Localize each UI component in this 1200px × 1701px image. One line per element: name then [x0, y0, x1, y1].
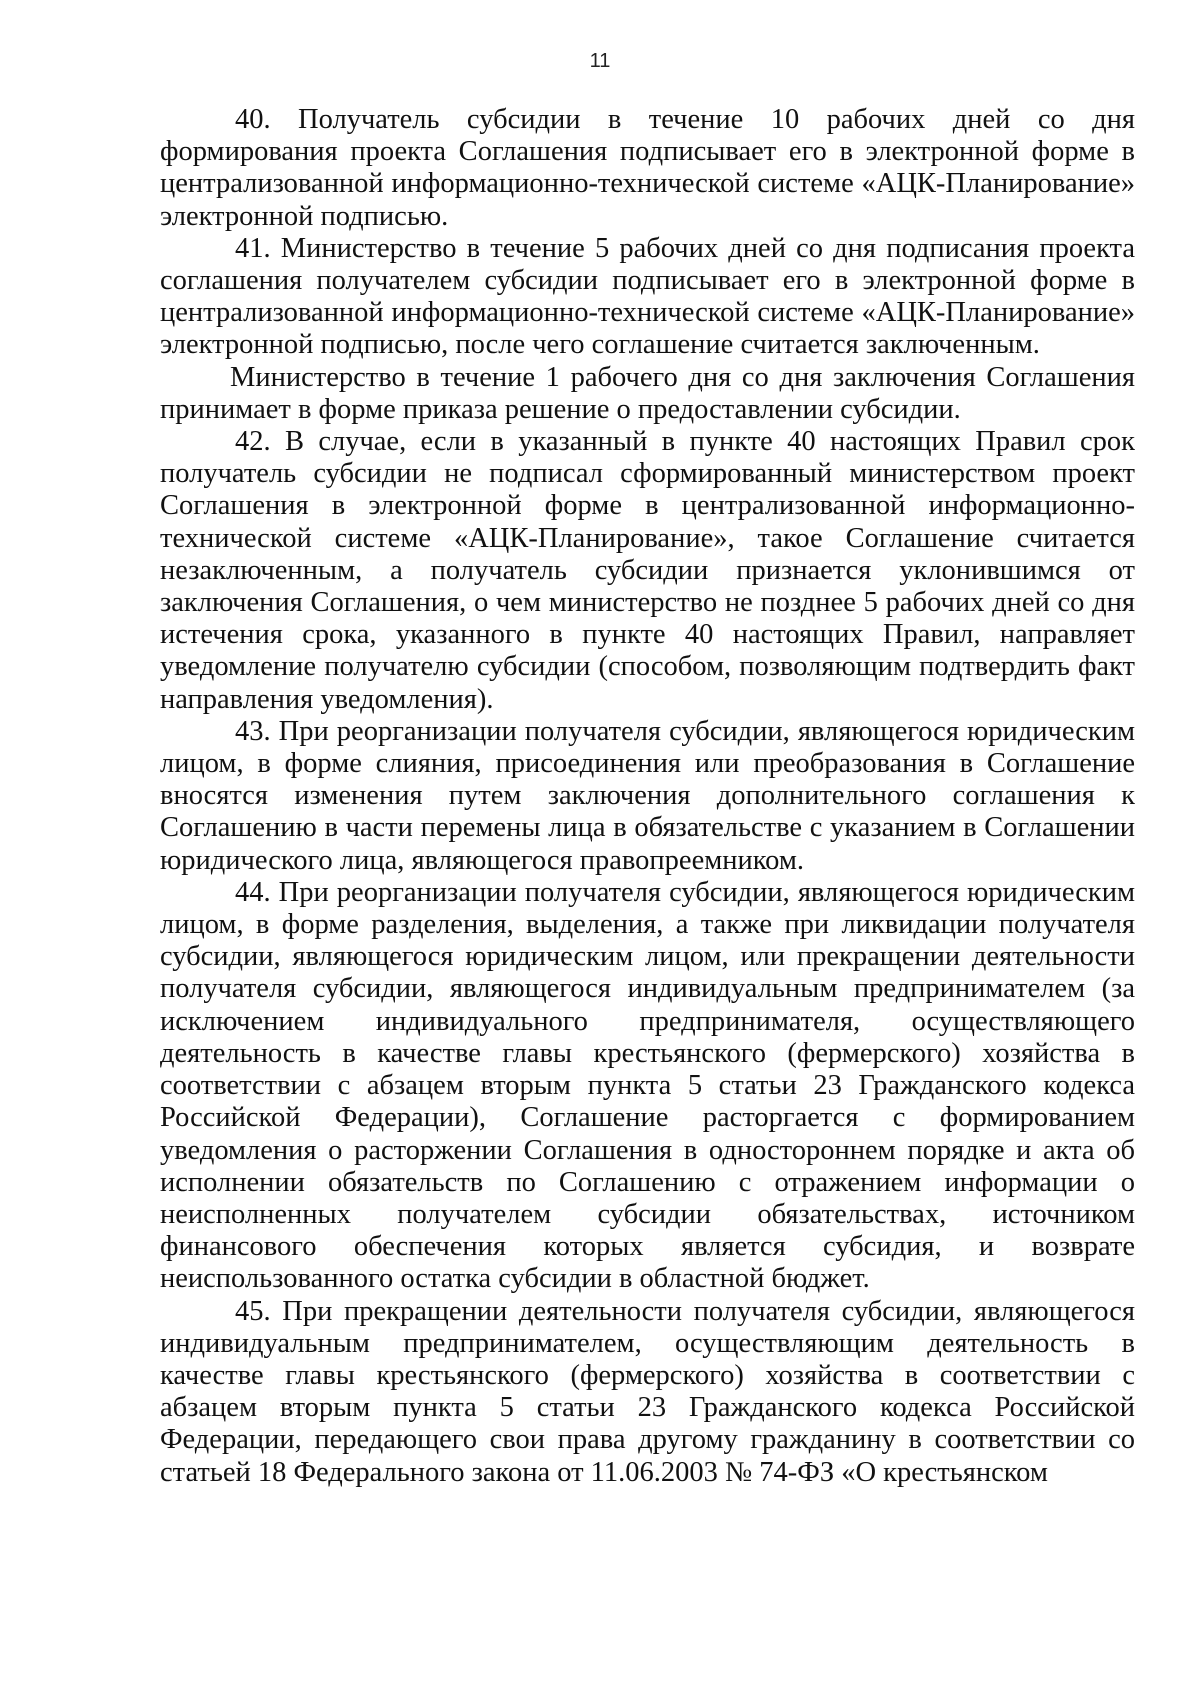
paragraph-44: 44. При реорганизации получателя субсидии, являющегося юридическим лицом, в форме разделения, выделения, а также при ликвидации получателя субсидии, являющегося юридическим лицом, или прекращении деятельности получателя субсидии, являющегося индивидуальным предпринимателем (за исключением индивидуального предпринимателя, осуществляющего деятельность в качестве главы крестьянского (фермерского) хозяйства в соответствии с абзацем вторым пункта 5 статьи 23 Гражданского кодекса Российской Федерации), Соглашение расторгается с формированием уведомления о расторжении Соглашения в одностороннем порядке и акта об исполнении обязательств по Соглашению с отражением информации о неисполненных получателем субсидии обязательствах, источником финансового обеспечения которых является субсидия, и возврате неиспользованного остатка субсидии в областной бюджет.	[160, 876, 1135, 1295]
paragraph-41-second: Министерство в течение 1 рабочего дня со дня заключения Соглашения принимает в форме приказа решение о предоставлении субсидии.	[160, 361, 1135, 425]
paragraph-43: 43. При реорганизации получателя субсидии, являющегося юридическим лицом, в форме слияния, присоединения или преобразования в Соглашение вносятся изменения путем заключения дополнительного соглашения к Соглашению в части перемены лица в обязательстве с указанием в Соглашении юридического лица, являющегося правопреемником.	[160, 715, 1135, 876]
document-body	[160, 104, 1135, 1489]
paragraph-41: 41. Министерство в течение 5 рабочих дней со дня подписания проекта соглашения получателем субсидии подписывает его в электронной форме в централизованной информационно-технической системе «АЦК-Планирование» электронной подписью, после чего соглашение считается заключенным.	[160, 232, 1135, 361]
paragraph-42: 42. В случае, если в указанный в пункте 40 настоящих Правил срок получатель субсидии не подписал сформированный министерством проект Соглашения в электронной форме в централизованной информационно-технической системе «АЦК-Планирование», такое Соглашение считается незаключенным, а получатель субсидии признается уклонившимся от заключения Соглашения, о чем министерство не позднее 5 рабочих дней со дня истечения срока, указанного в пункте 40 настоящих Правил, направляет уведомление получателю субсидии (способом, позволяющим подтвердить факт направления уведомления).	[160, 426, 1135, 715]
page-number: 11	[589, 50, 611, 72]
paragraph-40: 40. Получатель субсидии в течение 10 рабочих дней со дня формирования проекта Соглашения подписывает его в электронной форме в централизованной информационно-технической системе «АЦК-Планирование» электронной подписью.	[160, 104, 1135, 232]
paragraph-45: 45. При прекращении деятельности получателя субсидии, являющегося индивидуальным предпринимателем, осуществляющим деятельность в качестве главы крестьянского (фермерского) хозяйства в соответствии с абзацем вторым пункта 5 статьи 23 Гражданского кодекса Российской Федерации, передающего свои права другому гражданину в соответствии со статьей 18 Федерального закона от 11.06.2003 № 74-ФЗ «О крестьянском	[160, 1295, 1135, 1488]
